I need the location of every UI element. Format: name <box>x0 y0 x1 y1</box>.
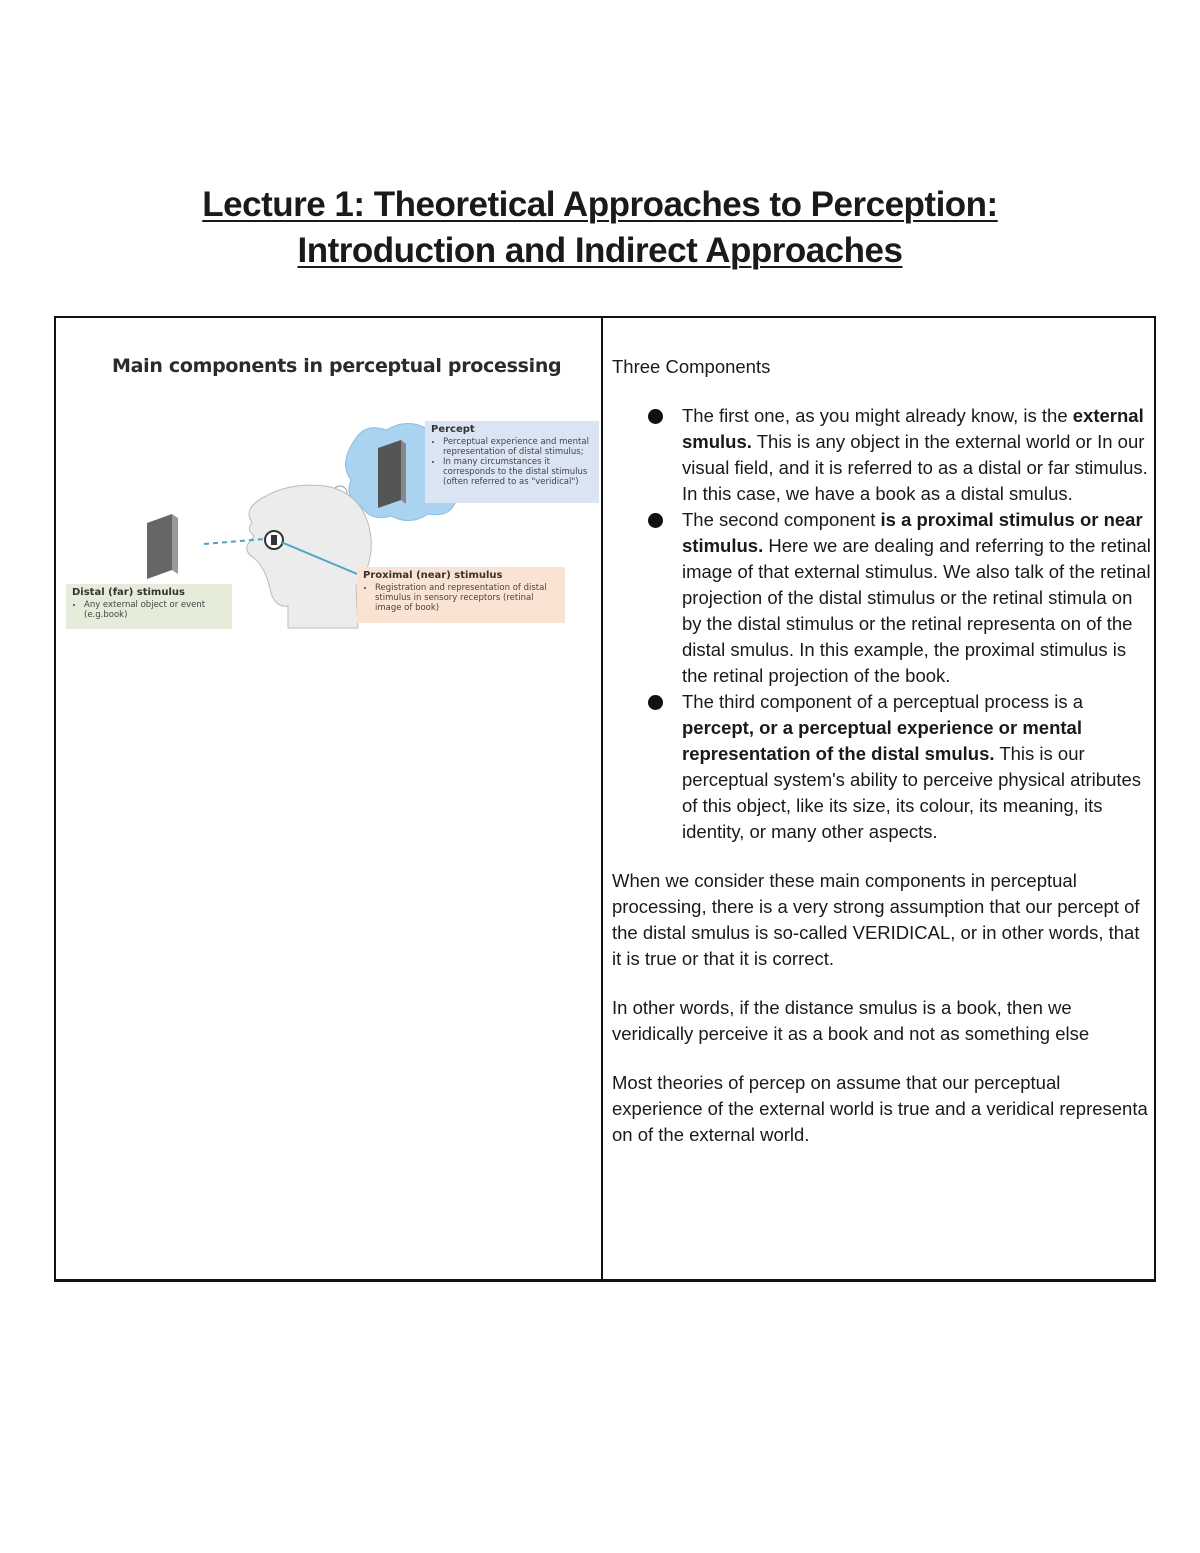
perception-diagram <box>66 418 596 648</box>
percept-book <box>378 440 401 508</box>
notes-heading: Three Components <box>612 356 771 377</box>
title-line-1: Lecture 1: Theoretical Approaches to Perception: <box>202 185 998 224</box>
paragraph-veridical: When we consider these main components in perceptual processing, there is a very strong assumption that our percept of the distal smulus is so-called VERIDICAL, or in other words, that it is true or that it is correct. <box>612 870 1140 969</box>
column-divider <box>601 318 603 1279</box>
figure-cell <box>56 318 601 1279</box>
paragraph-theories: Most theories of percep on assume that our perceptual experience of the external world is true and a veridical representa on of the external world. <box>612 1072 1148 1145</box>
components-list <box>612 403 1152 845</box>
percept-heading: Percept <box>431 424 475 435</box>
distal-item: • Any external object or event (e.g.book) <box>84 600 226 620</box>
document-title <box>0 182 1200 274</box>
percept-item: • In many circumstances it corresponds to the distal stimulus (often referred to as "veridical") <box>443 457 593 487</box>
distal-box <box>66 584 232 629</box>
notes-table <box>54 316 1156 1282</box>
distal-heading: Distal (far) stimulus <box>72 587 185 598</box>
list-item: The second component is a proximal stimulus or near stimulus. Here we are dealing and referring to the retinal image of that external stimulus. We also talk of the retinal projection of the distal stimulus or the retinal stimula on by the distal stimulus or the retinal representa on of the distal smulus. In this example, the proximal stimulus is the retinal projection of the book. <box>612 507 1152 689</box>
head-silhouette <box>247 485 371 628</box>
list-item: The third component of a perceptual process is a percept, or a perceptual experience or mental representation of the distal smulus. This is our perceptual system's ability to perceive physical atributes of this object, like its size, its colour, its meaning, its identity, or many other aspects. <box>612 689 1152 845</box>
bullet-icon <box>648 409 663 424</box>
percept-item: • Perceptual experience and mental representation of distal stimulus; <box>443 437 593 457</box>
distal-book <box>147 514 172 579</box>
bullet-icon <box>648 513 663 528</box>
figure-title: Main components in perceptual processing <box>112 355 562 377</box>
percept-box <box>425 421 599 503</box>
proximal-box <box>357 567 565 623</box>
paragraph-example: In other words, if the distance smulus is a book, then we veridically perceive it as a book and not as something else <box>612 997 1090 1044</box>
title-line-2: Introduction and Indirect Approaches <box>297 231 903 270</box>
bullet-icon <box>648 695 663 710</box>
notes-cell <box>612 354 1152 1148</box>
proximal-item: • Registration and representation of distal stimulus in sensory receptors (retinal image of book) <box>375 583 559 613</box>
list-item: The first one, as you might already know, is the external smulus. This is any object in the external world or In our visual field, and it is referred to as a distal or far stimulus. In this case, we have a book as a distal smulus. <box>612 403 1152 507</box>
proximal-heading: Proximal (near) stimulus <box>363 570 503 581</box>
